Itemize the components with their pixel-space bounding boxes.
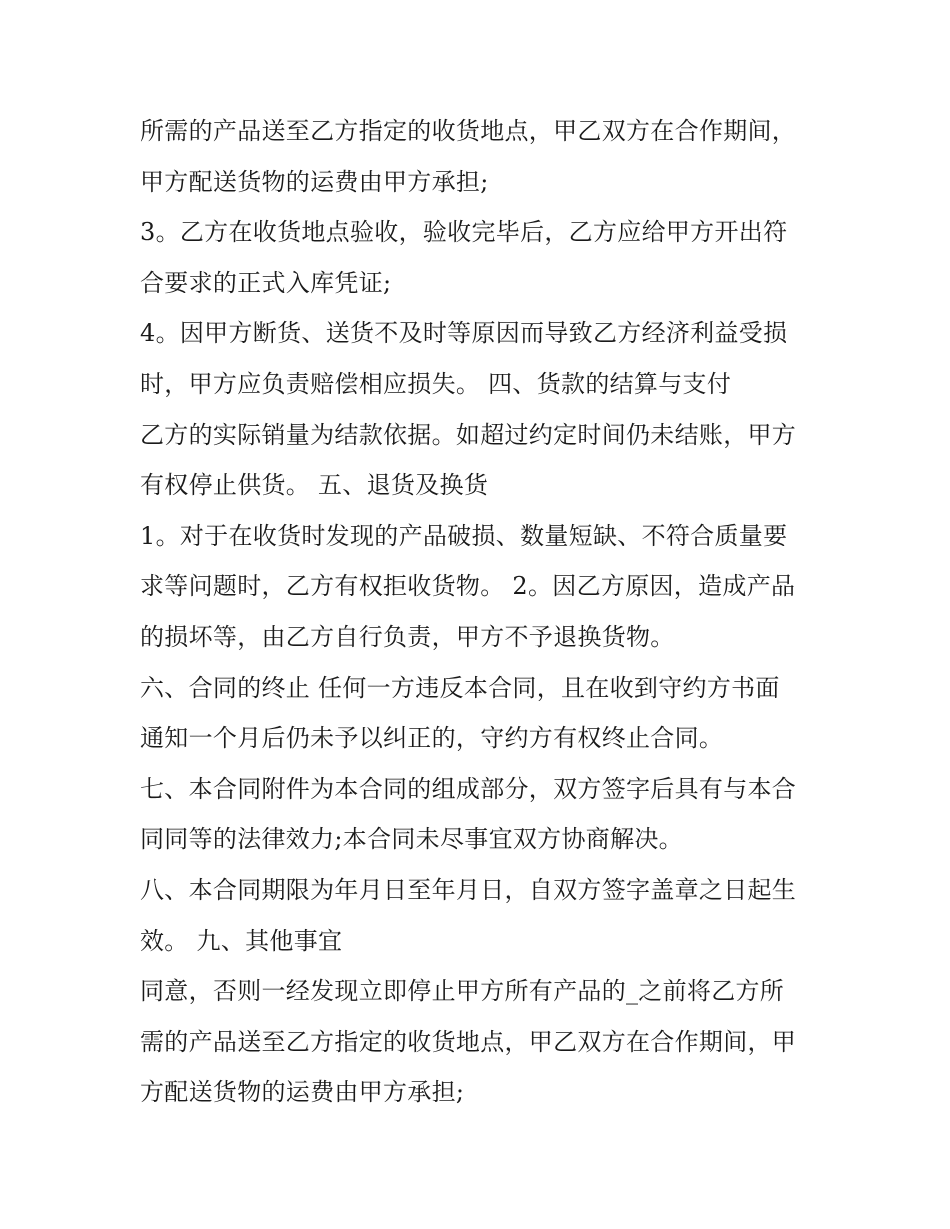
text-line: 通知一个月后仍未予以纠正的，守约方有权终止合同。 [140,724,724,753]
text-line: 合要求的正式入库凭证; [140,268,392,297]
text-line: 4。因甲方断货、送货不及时等原因而导致乙方经济利益受损 [140,319,788,348]
text-line: 所需的产品送至乙方指定的收货地点，甲乙双方在合作期间， [140,117,797,145]
text-line: 七、本合同附件为本合同的组成部分，双方签字后具有与本合 [140,774,797,803]
text-line: 3。乙方在收货地点验收，验收完毕后，乙方应给甲方开出符 [140,218,788,247]
text-line: 时，甲方应负责赔偿相应损失。 四、货款的结算与支付 [140,369,732,398]
text-line: 求等问题时，乙方有权拒收货物。 2。因乙方原因，造成产品 [140,572,796,601]
text-line: 乙方的实际销量为结款依据。如超过约定时间仍未结账，甲方 [140,420,797,449]
text-line: 需的产品送至乙方指定的收货地点，甲乙双方在合作期间，甲 [140,1027,797,1056]
text-line: 六、合同的终止 任何一方违反本合同，且在收到守约方书面 [140,673,780,702]
text-line: 同同等的法律效力;本合同未尽事宜双方协商解决。 [140,825,683,854]
text-line: 方配送货物的运费由甲方承担; [140,1078,465,1107]
document-body [140,106,830,1118]
text-line: 的损坏等，由乙方自行负责，甲方不予退换货物。 [140,622,675,651]
text-line: 有权停止供货。 五、退货及换货 [140,471,489,500]
text-line: 甲方配送货物的运费由甲方承担; [140,167,489,196]
text-line: 1。对于在收货时发现的产品破损、数量短缺、不符合质量要 [140,521,788,550]
text-line: 效。 九、其他事宜 [140,926,343,955]
text-line: 八、本合同期限为年月日至年月日，自双方签字盖章之日起生 [140,875,797,904]
text-line: 同意，否则一经发现立即停止甲方所有产品的_之前将乙方所 [140,977,785,1006]
